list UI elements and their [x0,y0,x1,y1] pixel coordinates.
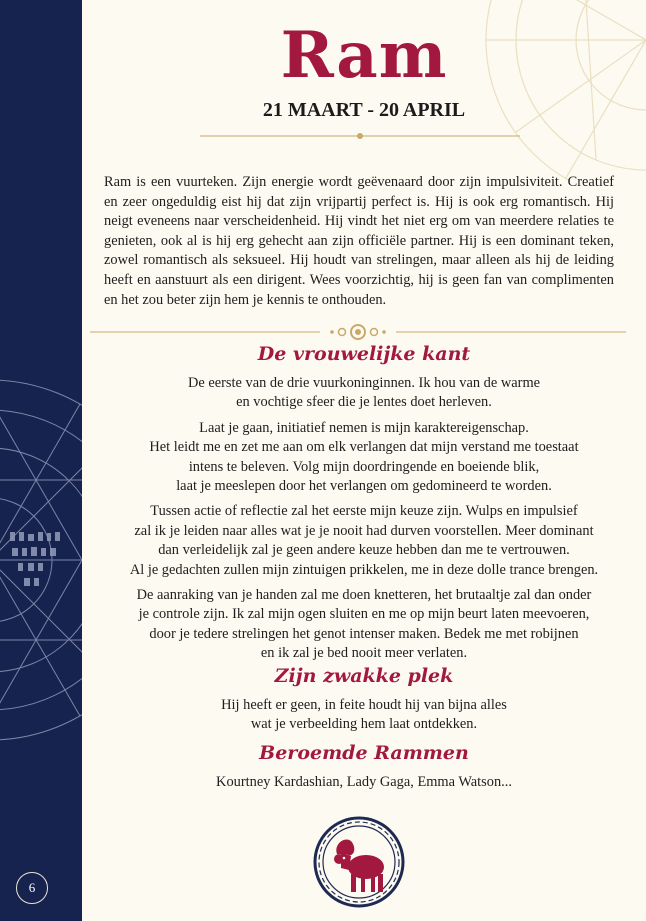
zodiac-wheel-icon [0,0,82,921]
gold-divider [200,130,520,142]
feminine-paragraph: Laat je gaan, initiatief nemen is mijn karaktereigenschap. Het leidt me en zet me aan om elk verlangen dat mijn verstand me toestaat intens te beleven. Volg mijn doordringende en boeiende blik, laat je meeslepen door het verlangen om gedomineerd te worden. [149,419,579,495]
feminine-section-body [96,374,632,670]
intro-paragraph: Ram is een vuurteken. Zijn energie wordt geëvenaard door zijn impulsiviteit. Creatief en zeer ongeduldig eist hij dat zijn vrijpartij perfect is. Hij is ook erg romantisch. Hij neigt eveneens naar verscheidenheid. Hij vindt het niet erg om van meerdere relaties te genieten, ook al is hij erg gehecht aan zijn officiële partner. Hij is een dominant teken, zowel romantisch als seksueel. Hij houdt van strelingen, maar alleen als hij de leiding heeft en aanstuurt als een dirigent. Wees voorzichtig, hij is geen fan van complimenten en het zou beter zijn hem je kennis te onthouden. [104,174,614,308]
famous-section-title: Beroemde Rammen [259,742,469,764]
page-number: 6 [16,872,48,904]
weakness-text: Hij heeft er geen, in feite houdt hij van bijna alles wat je verbeelding hem laat ontdekken. [221,697,507,733]
aries-ram-icon [311,812,407,912]
ornament-divider [90,322,626,342]
feminine-paragraph: De aanraking van je handen zal me doen knetteren, het brutaaltje zal dan onder je controle zijn. Ik zal mijn ogen sluiten en me op mijn beurt laten meevoeren, door je tedere strelingen het genot intenser maken. Bedek me met robijnen en ik zal je bed nooit meer verlaten. [136,587,592,662]
feminine-paragraph: De eerste van de drie vuurkoninginnen. Ik hou van de warme en vochtige sfeer die je lentes doet herleven. [187,375,541,411]
date-range: 21 MAART - 20 APRIL [262,99,466,121]
weakness-section-title: Zijn zwakke plek [274,665,454,687]
famous-names: Kourtney Kardashian, Lady Gaga, Emma Watson... [216,774,512,790]
feminine-paragraph: Tussen actie of reflectie zal het eerste mijn keuze zijn. Wulps en impulsief zal ik je leiden naar alles wat je je nooit had durven voorstellen. Meer dominant dan verleidelijk zal je geen andere keuze hebben dan me te vertrouwen. Al je gedachten zullen mijn zintuigen prikkelen, me in deze dolle trance brengen. [129,503,599,578]
weakness-section-body [96,696,632,741]
page-title: Ram [280,18,448,93]
feminine-section-title: De vrouwelijke kant [257,343,471,365]
famous-section-body [96,773,632,798]
sidebar-band [0,0,82,921]
